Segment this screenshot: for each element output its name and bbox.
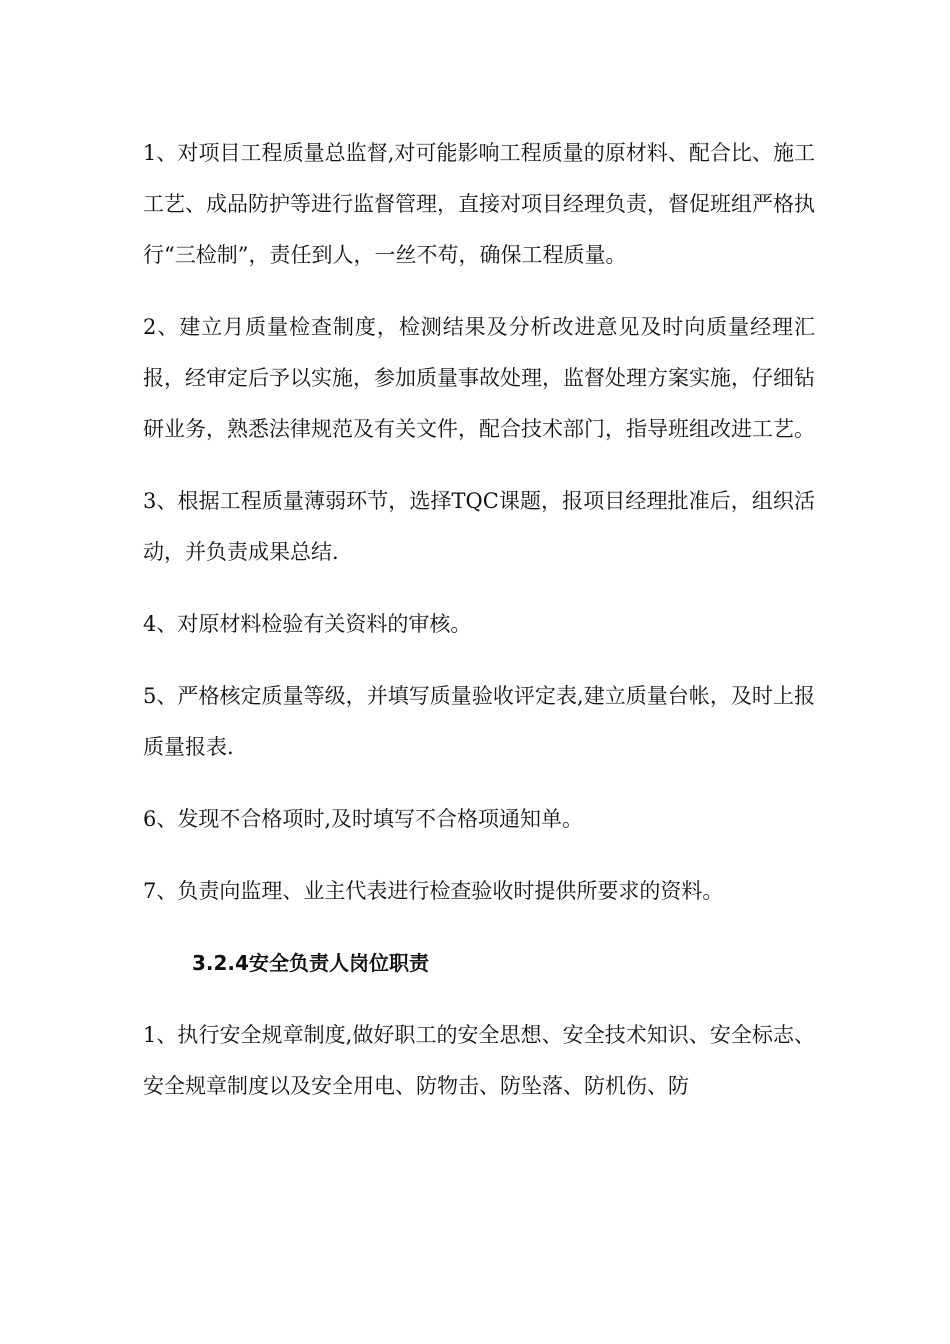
paragraph-quality-4: 4、对原材料检验有关资料的审核。 bbox=[143, 612, 472, 636]
paragraph-quality-7: 7、负责向监理、业主代表进行检查验收时提供所要求的资料。 bbox=[143, 879, 724, 903]
paragraph-quality-1: 1、对项目工程质量总监督,对可能影响工程质量的原材料、配合比、施工工艺、成品防护等进行监督管理，直接对项目经理负责，督促班组严格执行“三检制”，责任到人，一丝不苟，确保工程质量。 bbox=[143, 141, 815, 267]
paragraph-quality-3: 3、根据工程质量薄弱环节，选择TQC课题，报项目经理批准后，组织活动，并负责成果总结. bbox=[143, 489, 815, 564]
paragraph-safety-1: 1、执行安全规章制度,做好职工的安全思想、安全技术知识、安全标志、安全规章制度以及安全用电、防物击、防坠落、防机伤、防 bbox=[143, 1023, 815, 1098]
section-heading: 3.2.4安全负责人岗位职责 bbox=[192, 951, 429, 975]
document-body bbox=[143, 128, 815, 1133]
paragraph-quality-5: 5、严格核定质量等级，并填写质量验收评定表,建立质量台帐，及时上报质量报表. bbox=[143, 684, 815, 759]
paragraph-quality-2: 2、建立月质量检查制度，检测结果及分析改进意见及时向质量经理汇报，经审定后予以实施，参加质量事故处理，监督处理方案实施，仔细钻研业务，熟悉法律规范及有关文件，配合技术部门，指导班组改进工艺。 bbox=[143, 315, 815, 441]
paragraph-quality-6: 6、发现不合格项时,及时填写不合格项通知单。 bbox=[143, 807, 584, 831]
